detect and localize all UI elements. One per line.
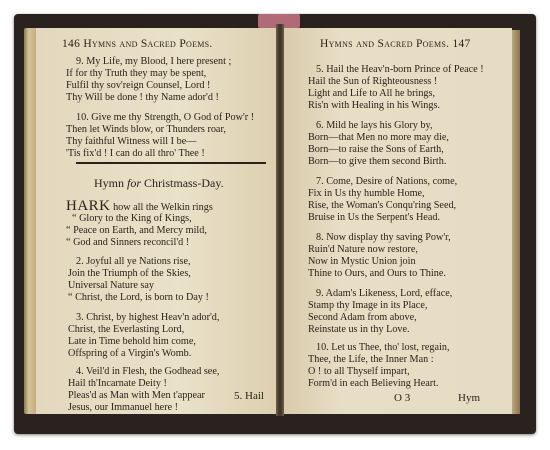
verse-line: Reinstate us in thy Love. bbox=[308, 324, 410, 335]
verse-line: Fix in Us thy humble Home, bbox=[308, 188, 425, 199]
verse-line: 9. Adam's Likeness, Lord, efface, bbox=[316, 288, 453, 299]
verse-line: 10. Let us Thee, tho' lost, regain, bbox=[316, 342, 450, 353]
stanza-10 bbox=[66, 112, 254, 160]
verse-line: “ Christ, the Lord, is born to Day ! bbox=[68, 292, 209, 303]
hymn-title-word: Hymn bbox=[94, 176, 124, 190]
verse-line: Jesus, our Immanuel here ! bbox=[68, 402, 179, 413]
stanza-line: Thy Will be done ! thy Name ador'd ! bbox=[66, 92, 219, 103]
verse-line: Pleas'd as Man with Men t'appear bbox=[68, 390, 205, 401]
stanza-line: Thy faithful Witness will I be— bbox=[66, 136, 197, 147]
verse-line: 2. Joyful all ye Nations rise, bbox=[76, 256, 191, 267]
drop-cap: HARK bbox=[66, 198, 111, 214]
verse-line: “ God and Sinners reconcil'd ! bbox=[66, 237, 190, 248]
verse-line: Born—to give them second Birth. bbox=[308, 156, 447, 167]
hymn-title-for: for bbox=[127, 176, 142, 190]
stanza-line: Then let Winds blow, or Thunders roar, bbox=[66, 124, 226, 135]
stanza-line: 10. Give me thy Strength, O God of Pow'r ! bbox=[76, 112, 255, 123]
verse-line: Hail th'Incarnate Deity ! bbox=[68, 378, 167, 389]
verse-line: Thee, the Life, the Inner Man : bbox=[308, 354, 434, 365]
stanza-line: Fulfil thy sov'reign Counsel, Lord ! bbox=[66, 80, 211, 91]
verse-line: Bruise in Us the Serpent's Head. bbox=[308, 212, 440, 223]
verse-line: Join the Triumph of the Skies, bbox=[68, 268, 191, 279]
signature-mark: O 3 bbox=[394, 392, 411, 404]
verse-line: Christ, the Everlasting Lord, bbox=[68, 324, 185, 335]
verse-line: 6. Mild he lays his Glory by, bbox=[316, 120, 433, 131]
verse-line: 8. Now display thy saving Pow'r, bbox=[316, 232, 451, 243]
verse-line: Born—to raise the Sons of Earth, bbox=[308, 144, 444, 155]
page-edges-right bbox=[512, 30, 520, 414]
verse-line: “ Glory to the King of Kings, bbox=[72, 213, 192, 224]
page-edges-left bbox=[24, 28, 36, 414]
verse-5 bbox=[308, 64, 484, 112]
verse-3 bbox=[68, 312, 219, 360]
verse-line: “ Peace on Earth, and Mercy mild, bbox=[66, 225, 207, 236]
verse-line: Rise, the Woman's Conqu'ring Seed, bbox=[308, 200, 457, 211]
book-gutter bbox=[276, 24, 284, 416]
verse-10 bbox=[308, 342, 450, 390]
verse-line: 5. Hail the Heav'n-born Prince of Peace ! bbox=[316, 64, 484, 75]
left-page bbox=[36, 28, 276, 414]
section-rule bbox=[76, 162, 266, 164]
verse-2 bbox=[68, 256, 209, 304]
stanza-line: 9. My Life, my Blood, I here present ; bbox=[76, 56, 232, 67]
right-page-header: Hymns and Sacred Poems. 147 bbox=[320, 38, 471, 50]
verse-7 bbox=[308, 176, 457, 224]
verse-line: Offspring of a Virgin's Womb. bbox=[68, 348, 192, 359]
verse-line: Universal Nature say bbox=[68, 280, 154, 291]
verse-line: Hail the Sun of Righteousness ! bbox=[308, 76, 438, 87]
left-page-header: 146 Hymns and Sacred Poems. bbox=[62, 38, 213, 50]
verse-4 bbox=[68, 366, 219, 414]
verse-line: O ! to all Thyself impart, bbox=[308, 366, 410, 377]
verse-1 bbox=[66, 200, 213, 249]
verse-line: Stamp thy Image in its Place, bbox=[308, 300, 428, 311]
verse-line: Form'd in each Believing Heart. bbox=[308, 378, 439, 389]
hymn-title bbox=[94, 176, 224, 191]
hymn-title-occasion: Christmass-Day. bbox=[144, 176, 224, 190]
verse-line: 3. Christ, by highest Heav'n ador'd, bbox=[76, 312, 220, 323]
verse-8 bbox=[308, 232, 451, 280]
verse-6 bbox=[308, 120, 449, 168]
verse-line: 4. Veil'd in Flesh, the Godhead see, bbox=[76, 366, 220, 377]
verse-line: Light and Life to All he brings, bbox=[308, 88, 436, 99]
stanza-9 bbox=[66, 56, 231, 104]
verse-9 bbox=[308, 288, 452, 336]
verse-line: Born—that Men no more may die, bbox=[308, 132, 449, 143]
right-catchword: Hym bbox=[458, 392, 480, 404]
verse-line: Thine to Ours, and Ours to Thine. bbox=[308, 268, 446, 279]
verse-line: Second Adam from above, bbox=[308, 312, 417, 323]
right-page bbox=[284, 28, 512, 414]
stanza-line: 'Tis fix'd ! I can do all thro' Thee ! bbox=[66, 148, 205, 159]
stanza-line: If for thy Truth they may be spent, bbox=[66, 68, 207, 79]
verse-line: how all the Welkin rings bbox=[113, 202, 213, 213]
verse-line: Late in Time behold him come, bbox=[68, 336, 196, 347]
verse-line: Ris'n with Healing in his Wings. bbox=[308, 100, 440, 111]
verse-line: Ruin'd Nature now restore, bbox=[308, 244, 418, 255]
verse-line: Now in Mystic Union join bbox=[308, 256, 416, 267]
verse-line: 7. Come, Desire of Nations, come, bbox=[316, 176, 458, 187]
left-catchword: 5. Hail bbox=[234, 390, 264, 402]
